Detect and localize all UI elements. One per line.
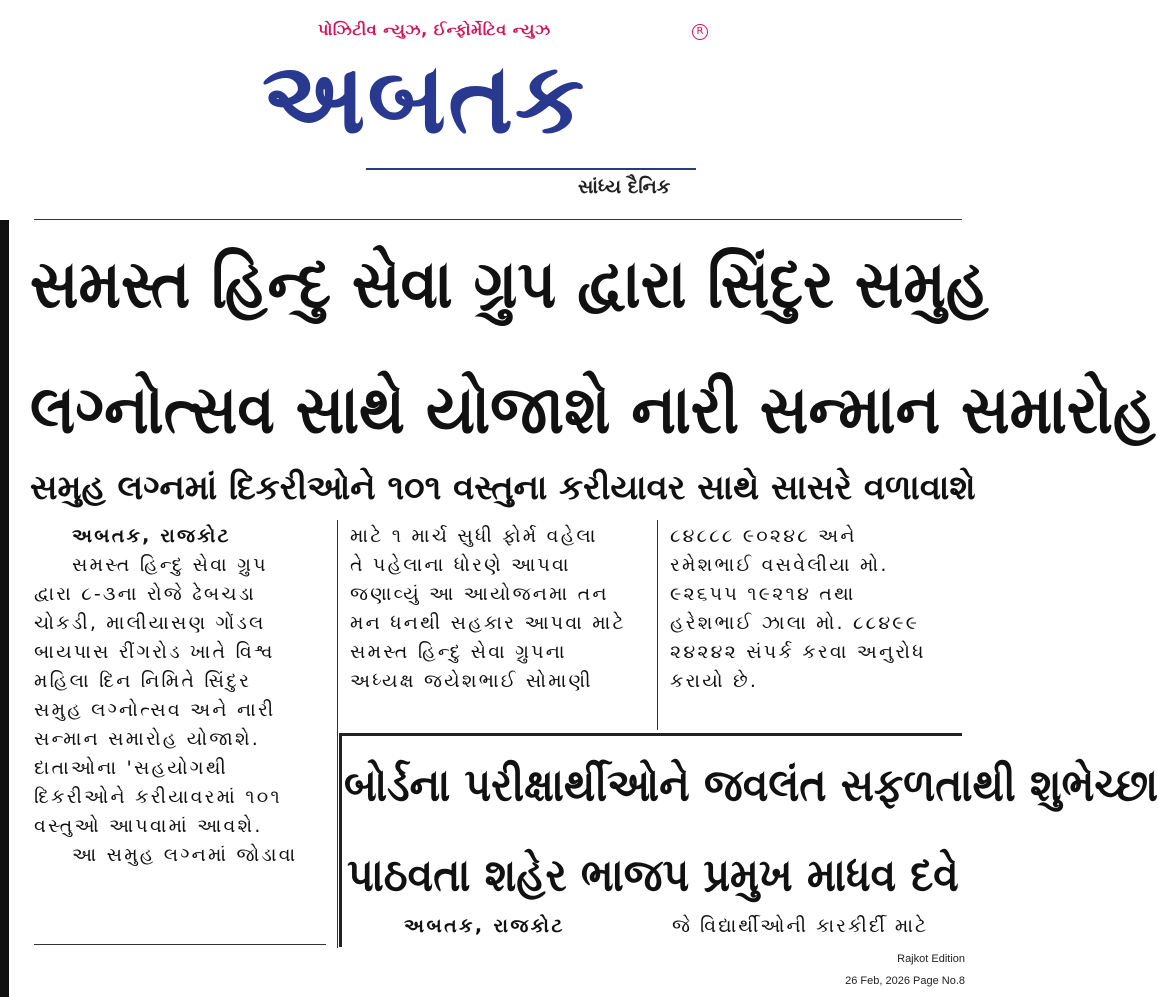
newspaper-logo-title: અબતક <box>262 42 587 156</box>
date-page-label: 26 Feb, 2026 Page No.8 <box>845 975 965 987</box>
left-margin-bar <box>0 220 9 997</box>
column-line: હરેશભાઈ ઝાલા મો. ૮૮૪૯૯ <box>670 612 920 634</box>
boxed-headline-line-2: પાઠવતા શહેર ભાજપ પ્રમુખ માધવ દવે <box>347 848 959 902</box>
column-line: દાતાઓના 'સહયોગથી <box>34 757 229 779</box>
column-line: માટે ૧ માર્ચ સુધી ફોર્મ વહેલા <box>350 525 598 547</box>
boxed-article-top-border <box>342 733 962 736</box>
article-column-2 <box>350 522 645 696</box>
boxed-article-headline <box>344 740 1158 920</box>
column-line: સમુહ લગ્નોત્સવ અને નારી <box>34 699 276 721</box>
edition-label: Rajkot Edition <box>897 953 965 965</box>
column-line: ૮૪૮૮૮ ૯૦૨૪૮ અને <box>670 525 857 547</box>
masthead-tagline: પોઝિટીવ ન્યુઝ, ઈન્ફોર્મેટિવ ન્યુઝ <box>318 20 551 39</box>
boxed-article-text: જે વિદ્યાર્થીઓની કારકીર્દી માટે <box>672 915 929 937</box>
headline-line-1: સમસ્ત હિન્દુ સેવા ગ્રુપ દ્વારા સિંદુર સમુહ <box>30 245 989 324</box>
masthead-underline <box>366 168 696 170</box>
column-line: સમસ્ત હિન્દુ સેવા ગ્રુપ <box>72 554 268 576</box>
headline-line-2: લગ્નોત્સવ સાથે યોજાશે નારી સન્માન સમારોહ <box>30 370 1156 450</box>
article-byline: અબતક, રાજકોટ <box>72 525 231 547</box>
column-divider <box>337 520 338 948</box>
page-footer <box>845 948 965 992</box>
column-line: વસ્તુઓ આપવામાં આવશે. <box>34 815 263 837</box>
column-divider <box>657 520 658 730</box>
boxed-article-byline: અબતક, રાજકોટ <box>404 915 565 937</box>
column-line: તે પહેલાના ધોરણે આપવા <box>350 554 571 576</box>
boxed-headline-line-1: બોર્ડના પરીક્ષાર્થીઓને જવલંત સફળતાથી શુભેચ્છા <box>344 758 1158 812</box>
column-line: રમેશભાઈ વસવેલીયા મો. <box>670 554 889 576</box>
column-line: સન્માન સમારોહ યોજાશે. <box>34 728 261 750</box>
article-column-3 <box>670 522 962 696</box>
column-line: દિકરીઓને કરીયાવરમાં ૧૦૧ <box>34 786 282 808</box>
column-line: મહિલા દિન નિમિતે સિંદુર <box>34 670 252 692</box>
article-column-1 <box>34 522 326 870</box>
edition-type-label: સાંધ્ય દૈનિક <box>578 176 671 198</box>
article-top-rule <box>34 219 962 220</box>
column-line: અધ્યક્ષ જયેશભાઈ સોમાણી <box>350 670 593 692</box>
registered-mark-icon: R <box>692 24 708 40</box>
column-line: મન ધનથી સહકાર આપવા માટે <box>350 612 626 634</box>
column-1-bottom-rule <box>34 944 326 945</box>
column-line: જણાવ્યું આ આયોજનમા તન <box>350 583 609 605</box>
column-line: કરાયો છે. <box>670 670 759 692</box>
column-line: બાયપાસ રીંગરોડ ખાતે વિશ્વ <box>34 641 275 663</box>
column-line: ચોકડી, માલીયાસણ ગોંડલ <box>34 612 266 634</box>
boxed-article-left-border <box>339 733 342 947</box>
column-line: ૯૨૬૫૫ ૧૯૨૧૪ તથા <box>670 583 856 605</box>
column-line: સમસ્ત હિન્દુ સેવા ગ્રુપના <box>350 641 567 663</box>
column-line: ૨૪૨૪૨ સંપર્ક કરવા અનુરોધ <box>670 641 926 663</box>
column-line: દ્વારા ૮-૩ના રોજે ઢેબચડા <box>34 583 257 605</box>
column-line: આ સમુહ લગ્નમાં જોડાવા <box>72 844 298 866</box>
article-headline <box>30 222 1156 473</box>
article-subheadline: સમુહ લગ્નમાં દિકરીઓને ૧૦૧ વસ્તુના કરીયાવર સાથે સાસરે વળાવાશે <box>30 468 976 508</box>
